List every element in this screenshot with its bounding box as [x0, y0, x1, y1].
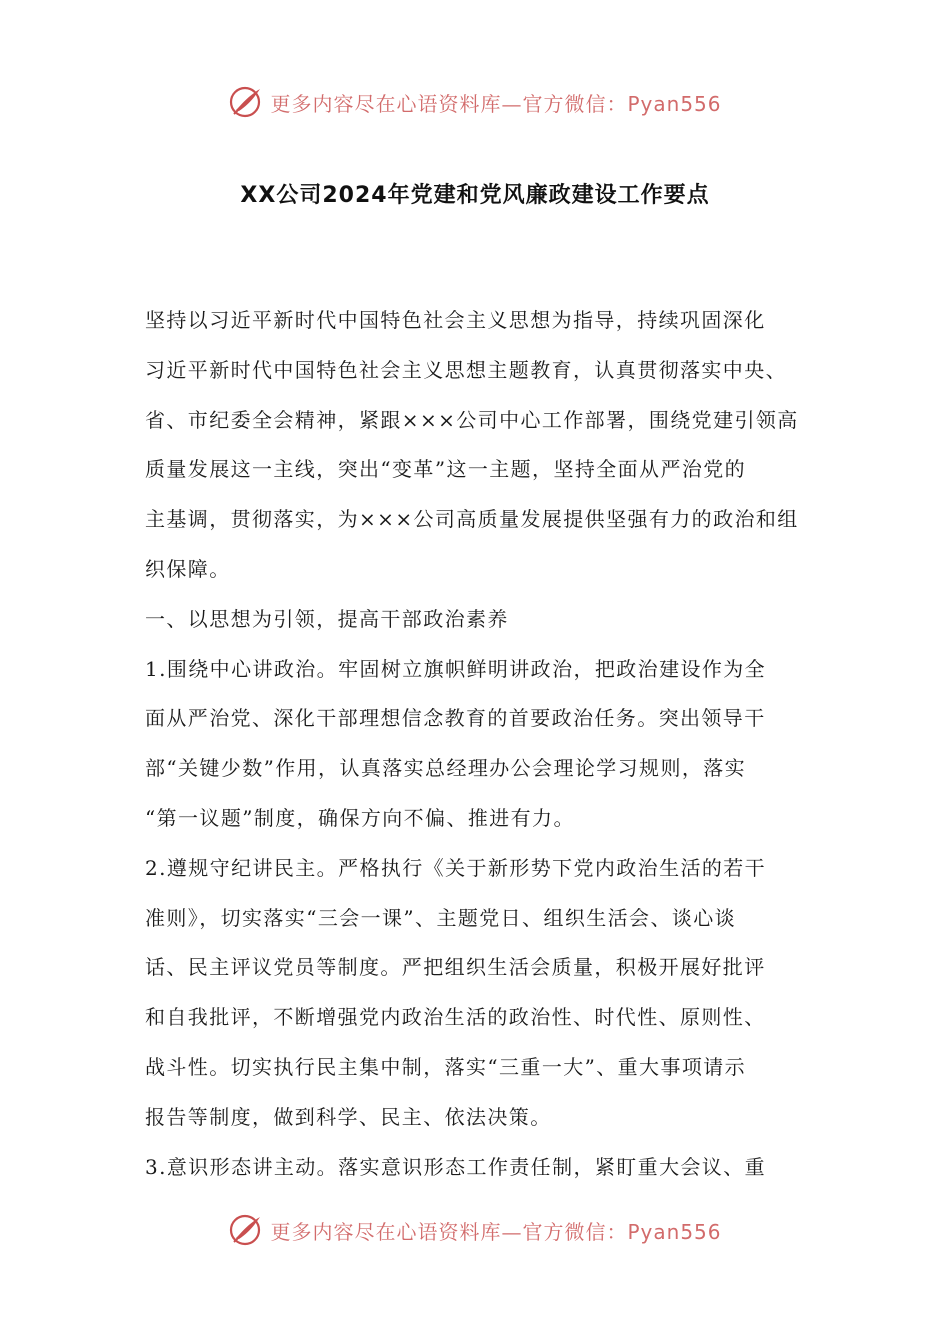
quill-logo-icon: [228, 84, 264, 120]
watermark-label: 更多内容尽在心语资料库—官方微信：: [270, 91, 628, 116]
section-heading: 一、以思想为引领，提高干部政治素养: [145, 606, 509, 631]
watermark-wechat-id: Pyan556: [627, 1219, 722, 1244]
watermark-banner-bottom: [0, 1210, 950, 1250]
body-line: 部“关键少数”作用，认真落实总经理办公会理论学习规则，落实: [145, 756, 747, 781]
body-line: 3.意识形态讲主动。落实意识形态工作责任制，紧盯重大会议、重: [145, 1154, 767, 1179]
watermark-text: [270, 88, 721, 117]
watermark-wechat-id: Pyan556: [627, 91, 722, 116]
body-line: 质量发展这一主线，突出“变革”这一主题，坚持全面从严治党的: [145, 457, 747, 482]
quill-logo-icon: [228, 1212, 264, 1248]
watermark-label: 更多内容尽在心语资料库—官方微信：: [270, 1219, 628, 1244]
body-line: 坚持以习近平新时代中国特色社会主义思想为指导，持续巩固深化: [145, 308, 766, 332]
body-line: 习近平新时代中国特色社会主义思想主题教育，认真贯彻落实中央、: [145, 357, 787, 382]
document-title: XX公司2024年党建和党风廉政建设工作要点: [240, 183, 710, 208]
body-line: 2.遵规守纪讲民主。严格执行《关于新形势下党内政治生活的若干: [145, 855, 767, 880]
body-line: 织保障。: [145, 556, 231, 581]
body-line: 战斗性。切实执行民主集中制，落实“三重一大”、重大事项请示: [145, 1054, 747, 1079]
body-line: 话、民主评议党员等制度。严把组织生活会质量，积极开展好批评: [145, 955, 766, 980]
document-body: [145, 296, 810, 1192]
body-line: “第一议题”制度，确保方向不偏、推进有力。: [145, 805, 575, 830]
body-line: 面从严治党、深化干部理想信念教育的首要政治任务。突出领导干: [145, 706, 766, 731]
body-line: 准则》，切实落实“三会一课”、主题党日、组织生活会、谈心谈: [145, 905, 737, 930]
watermark-banner-top: [0, 82, 950, 122]
body-line: 主基调，贯彻落实，为×××公司高质量发展提供坚强有力的政治和组: [145, 507, 799, 532]
body-line: 和自我批评，不断增强党内政治生活的政治性、时代性、原则性、: [145, 1005, 766, 1030]
body-line: 报告等制度，做到科学、民主、依法决策。: [145, 1104, 552, 1129]
watermark-text: [270, 1216, 721, 1245]
body-line: 省、市纪委全会精神，紧跟×××公司中心工作部署，围绕党建引领高: [145, 407, 799, 432]
body-line: 1.围绕中心讲政治。牢固树立旗帜鲜明讲政治，把政治建设作为全: [145, 656, 767, 681]
